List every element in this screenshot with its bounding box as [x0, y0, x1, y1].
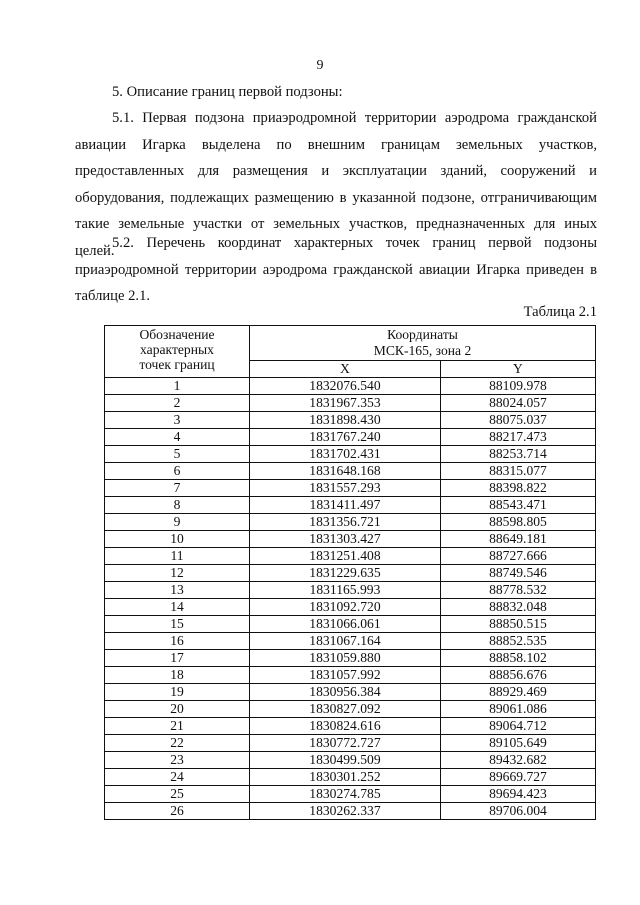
point-number-cell: 11	[105, 548, 250, 565]
y-coordinate-cell: 88929.469	[440, 684, 595, 701]
y-coordinate-cell: 88109.978	[440, 378, 595, 395]
table-row	[105, 412, 596, 429]
y-coordinate-cell: 88253.714	[440, 446, 595, 463]
point-number-cell: 26	[105, 803, 250, 820]
point-number-cell: 20	[105, 701, 250, 718]
section-heading: 5. Описание границ первой подзоны:	[112, 84, 343, 100]
x-coordinate-cell: 1830772.727	[250, 735, 441, 752]
table-row	[105, 667, 596, 684]
coord-header-line: МСК-165, зона 2	[373, 343, 472, 358]
y-coordinate-cell: 88024.057	[440, 395, 595, 412]
y-coordinate-cell: 88778.532	[440, 582, 595, 599]
point-number-cell: 12	[105, 565, 250, 582]
y-coordinate-cell: 88398.822	[440, 480, 595, 497]
x-coordinate-cell: 1831165.993	[250, 582, 441, 599]
table-row	[105, 718, 596, 735]
coord-header-line: Координаты	[387, 327, 458, 342]
y-coordinate-cell: 88749.546	[440, 565, 595, 582]
point-number-cell: 24	[105, 769, 250, 786]
y-coordinate-cell: 88856.676	[440, 667, 595, 684]
paragraph-5-2: 5.2. Перечень координат характерных точек границ первой подзоны приаэродромной территории аэродрома гражданской авиации Игарка приведен в таблице 2.1.	[75, 235, 597, 304]
x-coordinate-cell: 1830274.785	[250, 786, 441, 803]
x-coordinate-cell: 1831059.880	[250, 650, 441, 667]
point-number-cell: 2	[105, 395, 250, 412]
table-row	[105, 616, 596, 633]
x-coordinate-cell: 1830301.252	[250, 769, 441, 786]
x-axis-header: X	[250, 361, 441, 378]
table-row	[105, 395, 596, 412]
point-number-cell: 7	[105, 480, 250, 497]
x-coordinate-cell: 1830262.337	[250, 803, 441, 820]
y-coordinate-cell: 89432.682	[440, 752, 595, 769]
table-row	[105, 446, 596, 463]
point-number-cell: 17	[105, 650, 250, 667]
point-number-cell: 16	[105, 633, 250, 650]
y-coordinate-cell: 88543.471	[440, 497, 595, 514]
point-number-cell: 15	[105, 616, 250, 633]
y-coordinate-cell: 89064.712	[440, 718, 595, 735]
x-coordinate-cell: 1831229.635	[250, 565, 441, 582]
x-coordinate-cell: 1831411.497	[250, 497, 441, 514]
point-number-cell: 13	[105, 582, 250, 599]
table-row	[105, 429, 596, 446]
point-number-cell: 25	[105, 786, 250, 803]
table-header-row	[105, 326, 596, 361]
point-number-cell: 5	[105, 446, 250, 463]
point-number-cell: 4	[105, 429, 250, 446]
table-row	[105, 786, 596, 803]
x-coordinate-cell: 1830499.509	[250, 752, 441, 769]
y-coordinate-cell: 89669.727	[440, 769, 595, 786]
y-coordinate-cell: 89706.004	[440, 803, 595, 820]
x-coordinate-cell: 1831557.293	[250, 480, 441, 497]
table-row	[105, 803, 596, 820]
y-axis-header: Y	[440, 361, 595, 378]
table-row	[105, 769, 596, 786]
table-row	[105, 735, 596, 752]
y-coordinate-cell: 88850.515	[440, 616, 595, 633]
table-row	[105, 565, 596, 582]
table-row	[105, 752, 596, 769]
coordinates-header	[250, 326, 596, 361]
point-number-cell: 21	[105, 718, 250, 735]
point-number-cell: 10	[105, 531, 250, 548]
point-number-cell: 3	[105, 412, 250, 429]
paragraph-5-1: 5.1. Первая подзона приаэродромной территории аэродрома гражданской авиации Игарка выделена по внешним границам земельных участков, предоставленных для размещения и эксплуатации зданий, сооружений и оборудования, подлежащих размещению в указанной подзоне, отграничивающим такие земельные участки от земельных участков, предназначенных для иных целей.	[75, 110, 597, 259]
y-coordinate-cell: 88649.181	[440, 531, 595, 548]
table-row	[105, 650, 596, 667]
point-number-cell: 1	[105, 378, 250, 395]
table-row	[105, 599, 596, 616]
x-coordinate-cell: 1831702.431	[250, 446, 441, 463]
page-number: 9	[316, 58, 324, 73]
table-row	[105, 582, 596, 599]
table-row	[105, 531, 596, 548]
point-number-cell: 22	[105, 735, 250, 752]
point-number-cell: 14	[105, 599, 250, 616]
point-number-cell: 23	[105, 752, 250, 769]
point-header-line: Обозначение	[139, 327, 215, 342]
x-coordinate-cell: 1830956.384	[250, 684, 441, 701]
x-coordinate-cell: 1831066.061	[250, 616, 441, 633]
table-row	[105, 548, 596, 565]
y-coordinate-cell: 88852.535	[440, 633, 595, 650]
y-coordinate-cell: 88832.048	[440, 599, 595, 616]
y-coordinate-cell: 88858.102	[440, 650, 595, 667]
x-coordinate-cell: 1832076.540	[250, 378, 441, 395]
table-row	[105, 684, 596, 701]
x-coordinate-cell: 1831767.240	[250, 429, 441, 446]
table-row	[105, 378, 596, 395]
x-coordinate-cell: 1831092.720	[250, 599, 441, 616]
table-row	[105, 514, 596, 531]
y-coordinate-cell: 88727.666	[440, 548, 595, 565]
point-header-line: характерных	[140, 342, 214, 357]
point-number-cell: 18	[105, 667, 250, 684]
x-coordinate-cell: 1831898.430	[250, 412, 441, 429]
x-coordinate-cell: 1831303.427	[250, 531, 441, 548]
point-number-cell: 19	[105, 684, 250, 701]
point-number-cell: 9	[105, 514, 250, 531]
table-row	[105, 497, 596, 514]
table-row	[105, 480, 596, 497]
x-coordinate-cell: 1831067.164	[250, 633, 441, 650]
coordinates-table-body	[105, 378, 596, 820]
x-coordinate-cell: 1830824.616	[250, 718, 441, 735]
point-header-line: точек границ	[139, 357, 215, 372]
x-coordinate-cell: 1830827.092	[250, 701, 441, 718]
x-coordinate-cell: 1831356.721	[250, 514, 441, 531]
y-coordinate-cell: 88075.037	[440, 412, 595, 429]
y-coordinate-cell: 88217.473	[440, 429, 595, 446]
table-row	[105, 463, 596, 480]
point-number-cell: 6	[105, 463, 250, 480]
table-row	[105, 633, 596, 650]
point-designation-header	[105, 326, 250, 378]
table-caption: Таблица 2.1	[523, 304, 597, 320]
x-coordinate-cell: 1831057.992	[250, 667, 441, 684]
x-coordinate-cell: 1831967.353	[250, 395, 441, 412]
x-coordinate-cell: 1831648.168	[250, 463, 441, 480]
y-coordinate-cell: 89694.423	[440, 786, 595, 803]
coordinates-table	[104, 325, 596, 820]
y-coordinate-cell: 88315.077	[440, 463, 595, 480]
y-coordinate-cell: 89061.086	[440, 701, 595, 718]
point-number-cell: 8	[105, 497, 250, 514]
y-coordinate-cell: 88598.805	[440, 514, 595, 531]
x-coordinate-cell: 1831251.408	[250, 548, 441, 565]
table-row	[105, 701, 596, 718]
y-coordinate-cell: 89105.649	[440, 735, 595, 752]
